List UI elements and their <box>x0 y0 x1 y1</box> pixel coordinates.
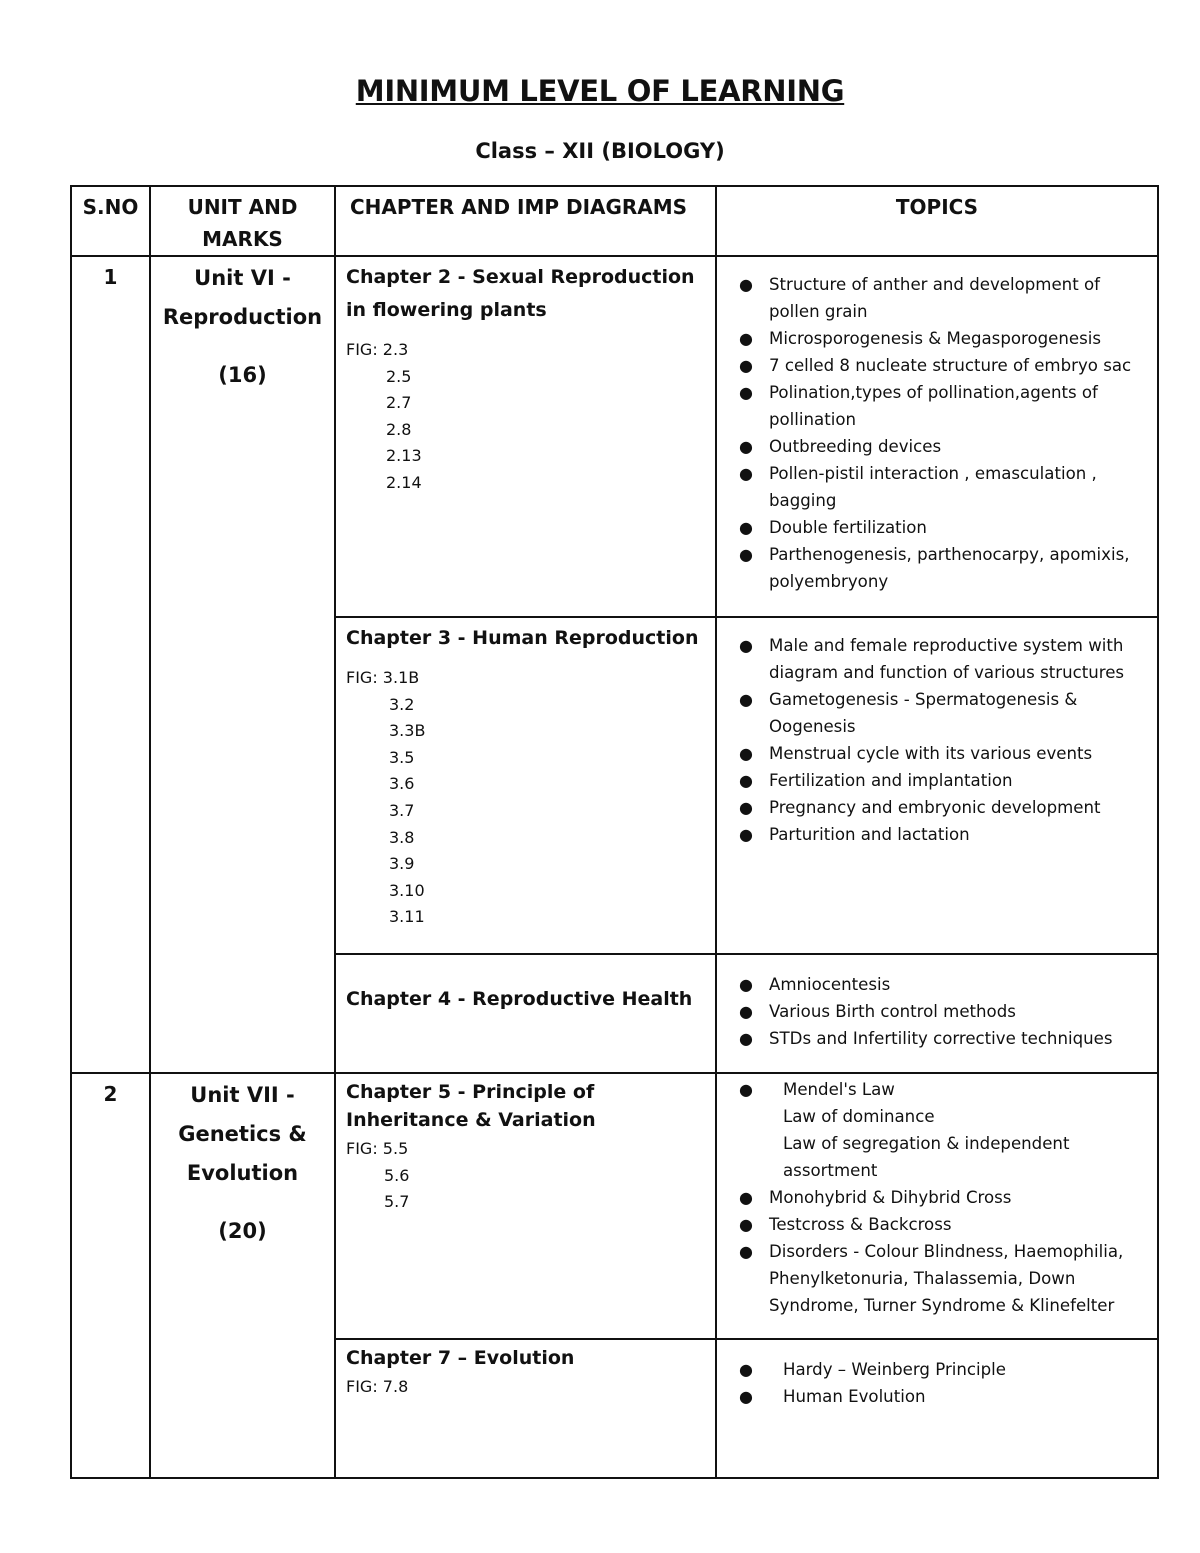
learning-table <box>70 185 1159 1479</box>
list-item: ● Gametogenesis - Spermatogenesis & Oogenesis <box>739 690 1078 736</box>
figure-item: 2.14 <box>386 472 422 492</box>
chapter-cell <box>335 1073 716 1339</box>
list-item: ● Outbreeding devices <box>739 437 942 456</box>
topics-cell <box>716 617 1158 954</box>
list-item: ● Structure of anther and development of pollen grain <box>739 275 1100 321</box>
chapter-cell <box>335 954 716 1073</box>
figure-item: 3.3B <box>389 721 426 741</box>
list-item: ● Disorders - Colour Blindness, Haemophilia, Phenylketonuria, Thalassemia, Down Syndrome, Turner Syndrome & Klinefelter <box>739 1242 1124 1315</box>
figure-item: 3.8 <box>389 827 415 847</box>
chapter-title: Chapter 4 - Reproductive Health <box>346 988 693 1010</box>
figure-item: FIG: 3.1B <box>346 668 420 687</box>
figure-item: 2.5 <box>386 366 412 386</box>
header-unit: UNIT AND MARKS <box>150 186 335 256</box>
list-item: ● Polination,types of pollination,agents of pollination <box>739 383 1098 429</box>
figure-list <box>346 1374 705 1401</box>
list-item: ● Monohybrid & Dihybrid Cross <box>739 1188 1012 1207</box>
table-row <box>71 256 1158 617</box>
topics-cell <box>716 954 1158 1073</box>
topic-list <box>729 971 1153 1052</box>
figure-item: FIG: 7.8 <box>346 1377 409 1396</box>
figure-item: 2.13 <box>386 446 422 466</box>
topics-cell <box>716 256 1158 617</box>
topic-list <box>729 1356 1153 1410</box>
figure-item: FIG: 5.5 <box>346 1139 409 1158</box>
figure-item: FIG: 2.3 <box>346 340 409 359</box>
figure-item: 3.7 <box>389 800 415 820</box>
unit-cell <box>150 1073 335 1478</box>
list-item: ● Testcross & Backcross <box>739 1215 952 1234</box>
figure-list <box>346 665 705 931</box>
list-item: ● 7 celled 8 nucleate structure of embryo sac <box>739 356 1132 375</box>
figure-item: 3.11 <box>389 907 425 927</box>
figure-item: 2.7 <box>386 393 412 413</box>
chapter-cell <box>335 1339 716 1478</box>
list-item: ● Parturition and lactation <box>739 825 970 844</box>
figure-list <box>346 337 705 497</box>
figure-item: 3.9 <box>389 854 415 874</box>
figure-item: 5.6 <box>384 1165 410 1185</box>
sub-item: Law of segregation & independent assortment <box>783 1134 1070 1180</box>
figure-item: 3.2 <box>389 694 415 714</box>
list-item: ● Male and female reproductive system with diagram and function of various structures <box>739 636 1125 682</box>
list-item: ● Human Evolution <box>739 1387 926 1406</box>
list-item: ● Menstrual cycle with its various events <box>739 744 1093 763</box>
list-item: ● Amniocentesis <box>739 975 891 994</box>
figure-list <box>346 1136 705 1216</box>
chapter-title: Chapter 5 - Principle of Inheritance & Variation <box>346 1081 596 1131</box>
unit-marks: (16) <box>218 363 267 387</box>
page-subtitle: Class – XII (BIOLOGY) <box>475 139 725 163</box>
header-sno: S.NO <box>71 186 150 256</box>
sno-cell: 2 <box>71 1073 150 1478</box>
topics-cell <box>716 1339 1158 1478</box>
list-item: ● Various Birth control methods <box>739 1002 1016 1021</box>
figure-item: 5.7 <box>384 1192 410 1212</box>
unit-name: Unit VI - Reproduction <box>162 266 323 329</box>
list-item: ● Parthenogenesis, parthenocarpy, apomixis, polyembryony <box>739 545 1130 591</box>
chapter-cell <box>335 617 716 954</box>
list-item: ● STDs and Infertility corrective techniques <box>739 1029 1113 1048</box>
chapter-cell <box>335 256 716 617</box>
unit-marks: (20) <box>218 1219 267 1243</box>
list-item: ● Microsporogenesis & Megasporogenesis <box>739 329 1101 348</box>
list-item: ● Hardy – Weinberg Principle <box>739 1360 1006 1379</box>
list-item: ● Pregnancy and embryonic development <box>739 798 1101 817</box>
sno-cell: 1 <box>71 256 150 1073</box>
unit-name: Unit VII - Genetics & Evolution <box>178 1083 307 1185</box>
figure-item: 3.5 <box>389 747 415 767</box>
list-item: ● Pollen-pistil interaction , emasculation , bagging <box>739 464 1097 510</box>
chapter-title: Chapter 3 - Human Reproduction <box>346 627 699 649</box>
figure-item: 2.8 <box>386 419 412 439</box>
unit-cell <box>150 256 335 1073</box>
sub-item: Law of dominance <box>783 1107 935 1126</box>
topics-cell <box>716 1073 1158 1339</box>
figure-item: 3.6 <box>389 774 415 794</box>
list-item: ● Mendel's Law Law of dominance Law of segregation & independent assortment <box>769 1076 1153 1184</box>
chapter-title: Chapter 2 - Sexual Reproduction in flowering plants <box>346 266 695 321</box>
figure-item: 3.10 <box>389 880 425 900</box>
list-item: ● Fertilization and implantation <box>739 771 1013 790</box>
header-row <box>71 186 1158 256</box>
chapter-title: Chapter 7 – Evolution <box>346 1347 575 1369</box>
topic-list <box>729 632 1153 848</box>
topic-list <box>729 271 1153 595</box>
topic-list <box>729 1076 1153 1319</box>
header-topics: TOPICS <box>716 186 1158 256</box>
table-row <box>71 1073 1158 1339</box>
page-title: MINIMUM LEVEL OF LEARNING <box>355 74 845 108</box>
list-item: ● Double fertilization <box>739 518 927 537</box>
header-chapter: CHAPTER AND IMP DIAGRAMS <box>335 186 716 256</box>
